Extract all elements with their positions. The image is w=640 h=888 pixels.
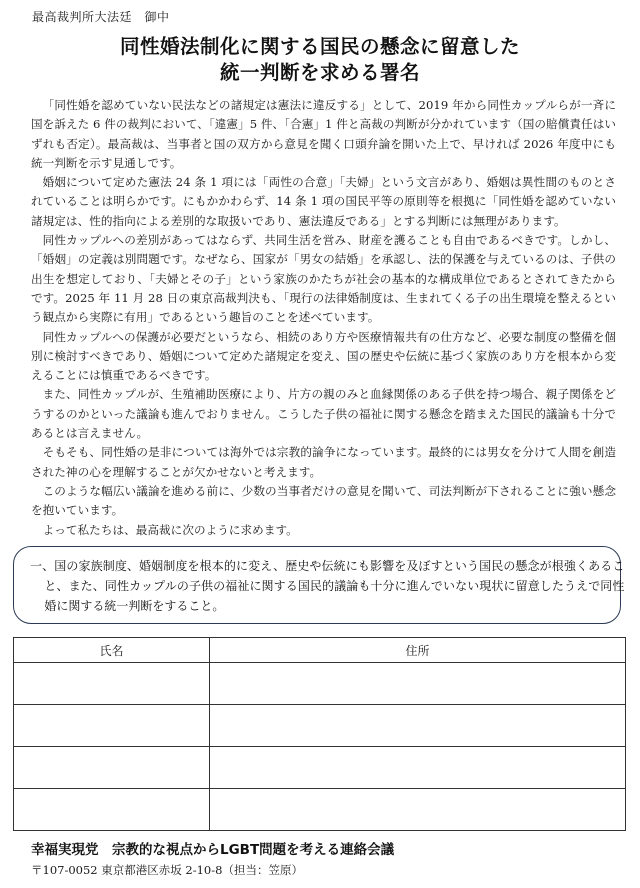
body-paragraph: 「同性婚を認めていない民法などの諸規定は憲法に違反する」として、2019 年から同性カップルらが一斉に国を訴えた 6 件の裁判において、「違憲」5 件、「合憲」1 件と高裁の判断が分かれています（国の賠償責任はいずれも否定）。最高裁は、当事者と国の双方から意見を聞く口頭弁論を開いた上で、早ければ 2026 年度中にも統一判断を示す見通しです。: [31, 98, 616, 170]
body-paragraph: そもそも、同性婚の是非については海外では宗教的論争になっています。最終的には男女を分けて人間を創造された神の心を理解することが欠かせないと考えます。: [31, 445, 616, 479]
signature-row: [14, 747, 626, 789]
body-paragraph: よって私たちは、最高裁に次のように求めます。: [42, 522, 298, 537]
address-cell[interactable]: [210, 663, 626, 705]
body-paragraph: このような幅広い議論を進める前に、少数の当事者だけの意見を聞いて、司法判断が下されることに強い懸念を抱いています。: [31, 483, 616, 518]
organization-address: 〒107-0052 東京都港区赤坂 2-10-8（担当：笠原）: [31, 863, 303, 877]
body-paragraph: 婚姻について定めた憲法 24 条 1 項には「両性の合意」「夫婦」という文言があり、婚姻は異性間のものとされていることは明らかです。にもかかわらず、14 条 1 項の国民平等の原則等を根拠に「同性婚を認めていない諸規定は、性的指向による差別的な取扱いであり、憲法違反である」とする判断には無理があります。: [31, 175, 616, 228]
organization-name: 幸福実現党 宗教的な視点からLGBT問題を考える連絡会議: [31, 842, 395, 858]
body-paragraph: 同性カップルへの差別があってはならず、共同生活を営み、財産を護ることも自由であるべきです。しかし、「婚姻」の定義は別問題です。なぜなら、国家が「男女の結婚」を承認し、法的保護を与えているのは、子供の出生を想定しており、「夫婦とその子」という家族のかたちが社会の基本的な構成単位であるとされてきたからです。2025 年 11 月 28 日の東京高裁判決も、「現行の法律婚制度は、生まれてくる子の出生環境を整えるという観点から実際に有用」であるという趣旨のことを述べています。: [31, 233, 616, 325]
signature-row: [14, 663, 626, 705]
signature-row: [14, 705, 626, 747]
addressee: 最高裁判所大法廷 御中: [32, 10, 170, 24]
name-cell[interactable]: [14, 789, 210, 831]
column-header-name: 氏名: [14, 638, 210, 663]
signature-table: [13, 637, 626, 831]
signature-table-header: [14, 638, 626, 663]
petition-title-line1: 同性婚法制化に関する国民の懸念に留意した: [119, 35, 520, 58]
name-cell[interactable]: [14, 747, 210, 789]
body-paragraph: 同性カップルへの保護が必要だというなら、相続のあり方や医療情報共有の仕方など、必要な制度の整備を個別に検討すべきであり、婚姻について定めた諸規定を変え、国の歴史や伝統に基づく家族のあり方を根本から変えることには慎重であるべきです。: [31, 329, 616, 383]
demand-text: 一、国の家族制度、婚姻制度を根本的に変え、歴史や伝統にも影響を及ぼすという国民の懸念が根強くあること、また、同性カップルの子供の福祉に関する国民的議論も十分に進んでいない現状に留意したうえで同性婚に関する統一判断をすること。: [30, 559, 625, 613]
signature-row: [14, 789, 626, 831]
name-cell[interactable]: [14, 663, 210, 705]
address-cell[interactable]: [210, 747, 626, 789]
name-cell[interactable]: [14, 705, 210, 747]
petition-body: [31, 96, 616, 540]
address-cell[interactable]: [210, 705, 626, 747]
body-paragraph: また、同性カップルが、生殖補助医療により、片方の親のみと血縁関係のある子供を持つ場合、親子関係をどうするのかといった議論も進んでおりません。こうした子供の福祉に関する懸念を踏まえた国民的議論も十分であるとは言えません。: [31, 387, 616, 441]
column-header-address: 住所: [210, 638, 626, 663]
petition-title-line2: 統一判断を求める署名: [219, 61, 420, 84]
address-cell[interactable]: [210, 789, 626, 831]
